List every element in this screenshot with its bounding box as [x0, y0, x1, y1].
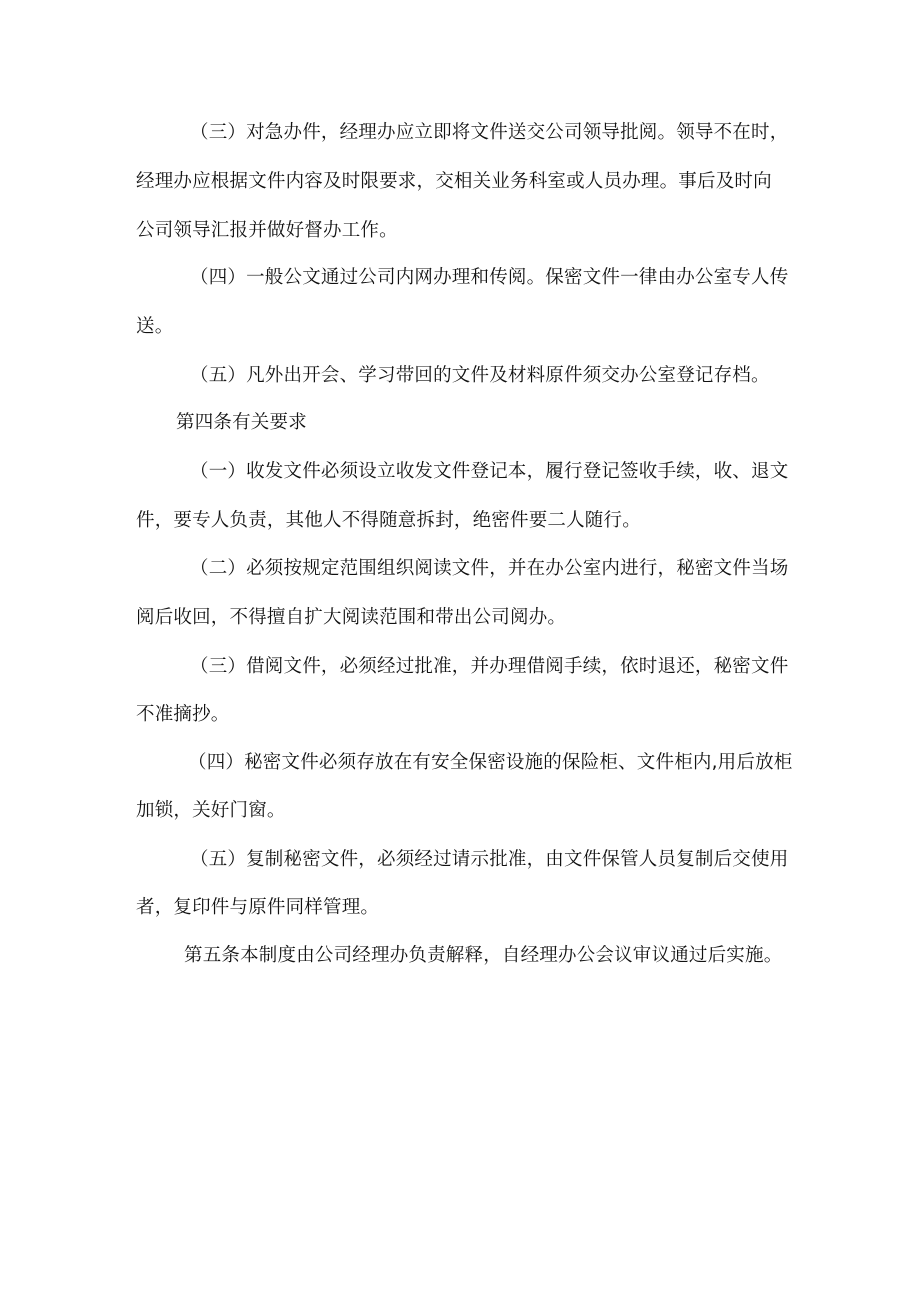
paragraph-line: 阅后收回，不得擅自扩大阅读范围和带出公司阅办。 [136, 607, 567, 628]
paragraph-line: 经理办应根据文件内容及时限要求，交相关业务科室或人员办理。事后及时向 [136, 171, 772, 192]
paragraph-line: 加锁，关好门窗。 [136, 800, 286, 821]
section-article: 第五条本制度由公司经理办负责解释，自经理办公会议审议通过后实施。 [184, 945, 783, 966]
paragraph-line: （四）一般公文通过公司内网办理和传阅。保密文件一律由办公室专人传 [190, 267, 789, 288]
paragraph-line: 送。 [136, 316, 174, 337]
section-heading: 第四条有关要求 [176, 412, 307, 433]
paragraph-line: 公司领导汇报并做好督办工作。 [136, 220, 398, 241]
paragraph-line: （四）秘密文件必须存放在有安全保密设施的保险柜、文件柜内,用后放柜 [188, 752, 793, 773]
paragraph-line: 件，要专人负责，其他人不得随意拆封，绝密件要二人随行。 [136, 510, 641, 531]
paragraph-line: （三）借阅文件，必须经过批准，并办理借阅手续，依时退还，秘密文件 [190, 656, 789, 677]
paragraph-line: 不准摘抄。 [136, 704, 230, 725]
paragraph-line: （一）收发文件必须设立收发文件登记本，履行登记签收手续，收、退文 [190, 461, 789, 482]
paragraph-line: （五）凡外出开会、学习带回的文件及材料原件须交办公室登记存档。 [190, 365, 770, 386]
paragraph-line: 者，复印件与原件同样管理。 [136, 897, 380, 918]
paragraph-line: （二）必须按规定范围组织阅读文件，并在办公室内进行，秘密文件当场 [190, 558, 789, 579]
paragraph-line: （五）复制秘密文件，必须经过请示批准，由文件保管人员复制后交使用 [190, 849, 789, 870]
paragraph-line: （三）对急办件，经理办应立即将文件送交公司领导批阅。领导不在时， [190, 122, 789, 143]
